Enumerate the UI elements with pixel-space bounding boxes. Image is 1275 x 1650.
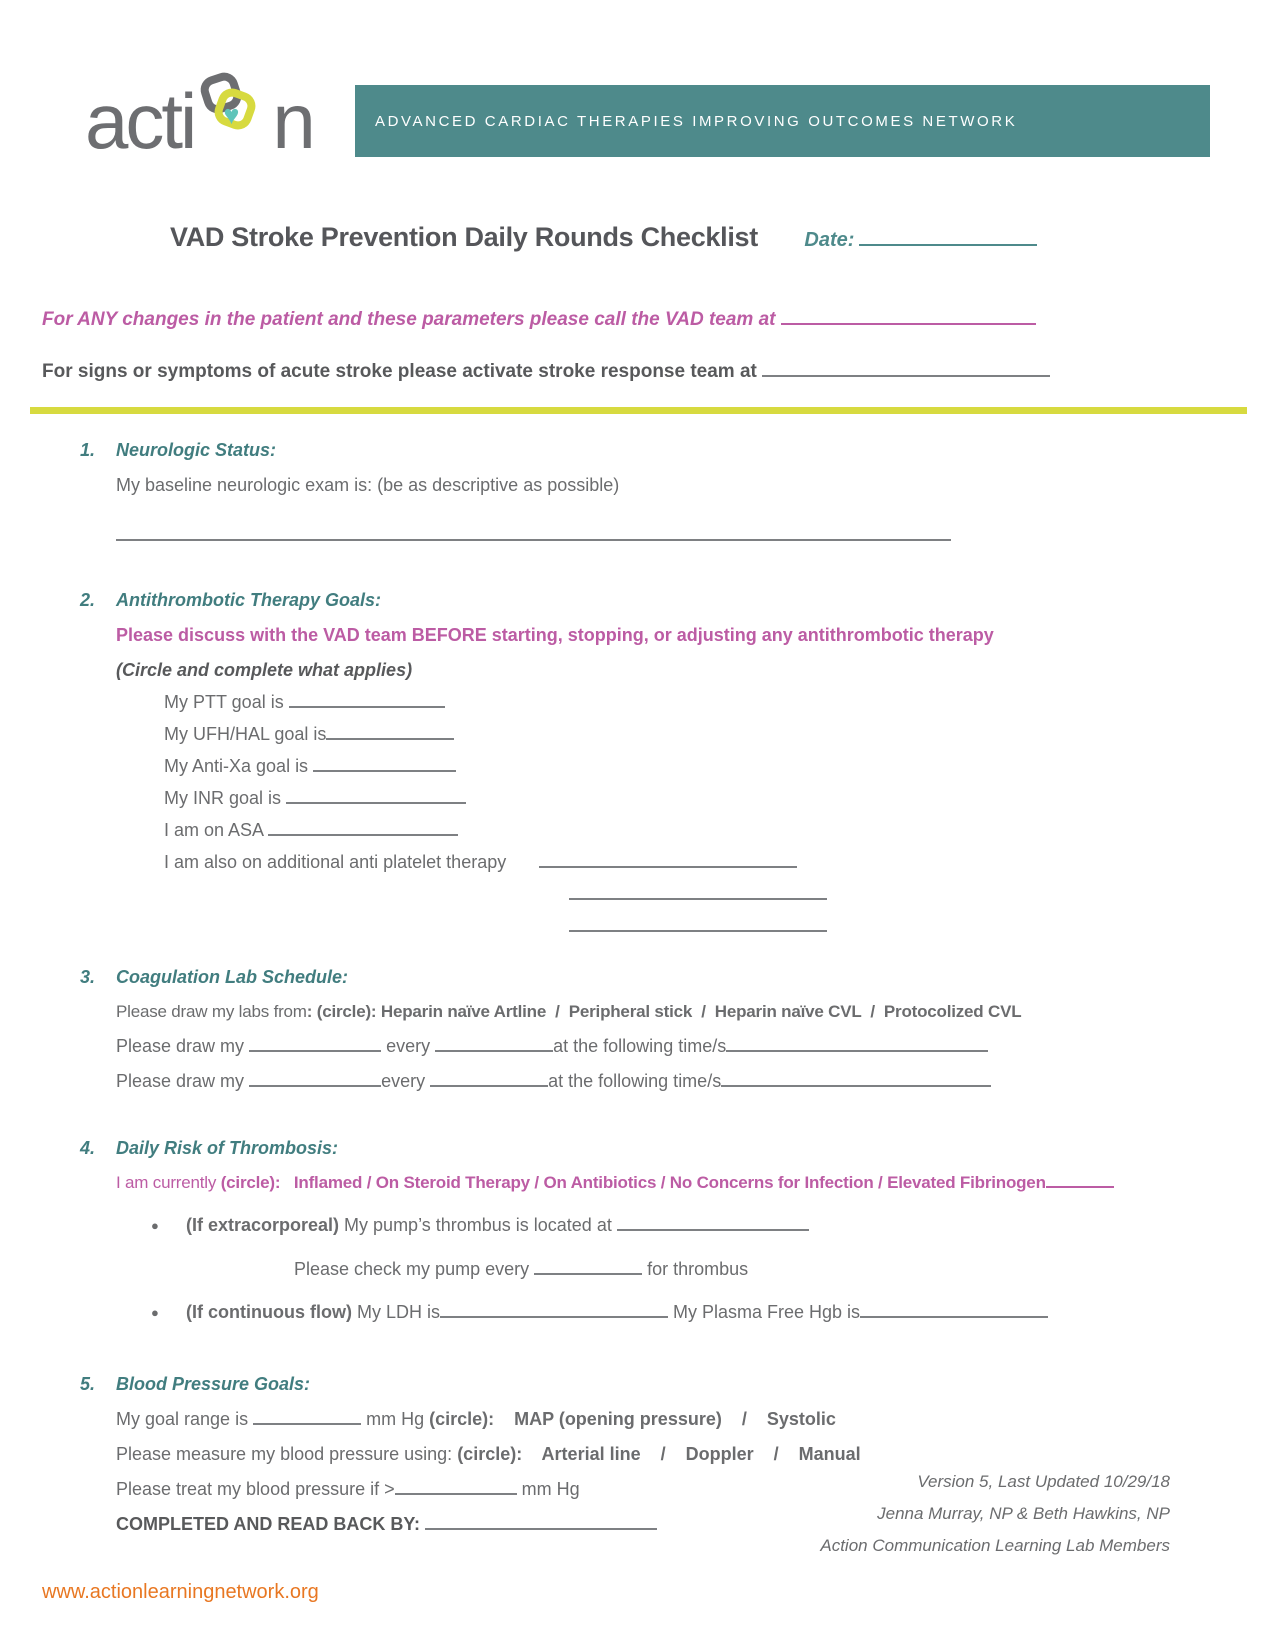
section-antithrombotic-goals: [80, 590, 1210, 937]
action-logo-heart-icon: [194, 84, 272, 148]
continuous-flow-row: [151, 1302, 1210, 1324]
draw-1-lab-blank: [249, 1049, 381, 1052]
extracorporeal-row: [151, 1215, 1210, 1237]
draw-2-time-label: at the following time/s: [548, 1071, 722, 1091]
draw-2-frequency-blank: [430, 1084, 548, 1087]
antiplatelet-blank-2: [569, 897, 827, 900]
treat-label: Please treat my blood pressure if >: [116, 1479, 395, 1499]
antixa-goal-label: My Anti-Xa goal is: [164, 756, 309, 776]
banner-text: ADVANCED CARDIAC THERAPIES IMPROVING OUTCOMES NETWORK: [375, 112, 1018, 130]
ptt-goal-row: [164, 692, 1210, 713]
antiplatelet-blank-3: [569, 929, 827, 932]
section-daily-risk-thrombosis: [80, 1138, 1210, 1324]
draw-1-frequency-blank: [435, 1049, 553, 1052]
goal-range-blank: [253, 1422, 361, 1425]
draw-1-prefix: Please draw my: [116, 1036, 245, 1056]
version-line: Version 5, Last Updated 10/29/18: [917, 1472, 1170, 1491]
baseline-exam-label: My baseline neurologic exam is: (be as descriptive as possible): [116, 475, 620, 495]
section-5-heading-row: [80, 1374, 1210, 1395]
page-header: [0, 0, 1275, 164]
ptt-goal-blank: [289, 705, 445, 708]
ufh-goal-blank: [326, 737, 454, 740]
members-line: Action Communication Learning Lab Members: [820, 1536, 1170, 1555]
circle-instruction: (Circle and complete what applies): [116, 660, 413, 680]
section-3-number: 3.: [80, 967, 96, 987]
fibrinogen-blank: [1046, 1185, 1114, 1188]
measure-options: Arterial line / Doppler / Manual: [522, 1444, 861, 1464]
page-title: VAD Stroke Prevention Daily Rounds Checklist: [170, 222, 758, 252]
section-3-heading-row: [80, 967, 1210, 988]
goal-range-row: [116, 1409, 1210, 1430]
ptt-goal-label: My PTT goal is: [164, 692, 284, 712]
measure-label: Please measure my blood pressure using:: [116, 1444, 458, 1464]
section-1-heading-row: [80, 440, 1210, 461]
check-pump-label: Please check my pump every: [294, 1259, 530, 1279]
treat-unit-label: mm Hg: [516, 1479, 580, 1499]
website-link[interactable]: www.actionlearningnetwork.org: [42, 1581, 319, 1603]
draw-2-prefix: Please draw my: [116, 1071, 245, 1091]
check-pump-row: [294, 1259, 1210, 1280]
section-neurologic-status: [80, 440, 1210, 546]
completed-blank: [425, 1527, 657, 1530]
for-thrombus-label: for thrombus: [647, 1259, 749, 1279]
logo-text-suffix: n: [272, 77, 313, 165]
baseline-exam-blank: [116, 538, 951, 541]
goal-range-label: My goal range is: [116, 1409, 249, 1429]
antixa-goal-row: [164, 756, 1210, 777]
stroke-team-alert: [42, 361, 1275, 383]
thrombosis-bullets: [151, 1215, 1210, 1324]
asa-blank: [268, 833, 458, 836]
antiplatelet-label: I am also on additional anti platelet therapy: [164, 852, 507, 872]
logo-text-prefix: acti: [85, 77, 195, 165]
draw-2-lab-blank: [249, 1084, 381, 1087]
banner: [355, 85, 1210, 157]
vad-team-warning: Please discuss with the VAD team BEFORE starting, stopping, or adjusting any antithrombotic therapy: [116, 625, 994, 645]
measure-circle-label: (circle):: [457, 1444, 523, 1464]
section-2-number: 2.: [80, 590, 96, 610]
section-2-heading: Antithrombotic Therapy Goals:: [116, 590, 382, 610]
stroke-team-phone-blank: [762, 374, 1050, 377]
section-1-number: 1.: [80, 440, 96, 460]
asa-label: I am on ASA: [164, 820, 264, 840]
draw-row-2: [116, 1071, 1210, 1092]
labs-from-options: : (circle): Heparin naïve Artline / Peripheral stick / Heparin naïve CVL / Protocolized CVL: [306, 1002, 1022, 1021]
inr-goal-blank: [286, 801, 466, 804]
infection-status-row: [116, 1173, 1210, 1193]
treat-blank: [395, 1492, 517, 1495]
currently-label: I am currently: [116, 1173, 221, 1192]
labs-from-label: Please draw my labs from: [116, 1002, 307, 1021]
measure-row: [116, 1444, 1210, 1465]
bullet-icon: ●: [151, 1305, 159, 1320]
extracorporeal-text: My pump’s thrombus is located at: [339, 1215, 612, 1235]
completed-label: COMPLETED AND READ BACK BY:: [116, 1514, 420, 1534]
labs-from-row: [116, 1002, 1210, 1022]
yellow-divider: [30, 407, 1247, 414]
draw-1-time-blank: [726, 1049, 988, 1052]
inr-goal-label: My INR goal is: [164, 788, 282, 808]
ldh-blank: [440, 1315, 668, 1318]
section-4-number: 4.: [80, 1138, 96, 1158]
plasma-label: My Plasma Free Hgb is: [667, 1302, 861, 1322]
version-info: [820, 1466, 1170, 1562]
section-5-heading: Blood Pressure Goals:: [116, 1374, 311, 1394]
section-2-heading-row: [80, 590, 1210, 611]
draw-1-every-label: every: [386, 1036, 431, 1056]
antixa-goal-blank: [313, 769, 456, 772]
ldh-label: My LDH is: [351, 1302, 440, 1322]
vad-team-phone-blank: [781, 322, 1036, 325]
goal-options: MAP (opening pressure) / Systolic: [494, 1409, 836, 1429]
section-3-heading: Coagulation Lab Schedule:: [116, 967, 349, 987]
draw-row-1: [116, 1036, 1210, 1057]
antiplatelet-blank-1: [539, 865, 797, 868]
asa-row: [164, 820, 1210, 841]
draw-2-time-blank: [721, 1084, 991, 1087]
bullet-icon: ●: [151, 1218, 159, 1233]
vad-team-alert-text: For ANY changes in the patient and these parameters please call the VAD team at: [42, 309, 776, 330]
section-4-heading: Daily Risk of Thrombosis:: [116, 1138, 339, 1158]
ufh-goal-label: My UFH/HAL goal is: [164, 724, 327, 744]
draw-2-every-label: every: [381, 1071, 426, 1091]
therapy-goal-items: [164, 692, 1210, 937]
continuous-flow-bold: (If continuous flow): [186, 1302, 352, 1322]
antiplatelet-row: [164, 852, 1210, 873]
vad-team-alert: [42, 309, 1275, 331]
plasma-blank: [860, 1315, 1048, 1318]
section-4-heading-row: [80, 1138, 1210, 1159]
circle-label: (circle):: [220, 1173, 294, 1192]
authors-line: Jenna Murray, NP & Beth Hawkins, NP: [877, 1504, 1170, 1523]
check-pump-blank: [534, 1272, 642, 1275]
thrombus-location-blank: [617, 1228, 809, 1231]
extracorporeal-bold: (If extracorporeal): [186, 1215, 340, 1235]
goal-unit-label: mm Hg: [361, 1409, 430, 1429]
stroke-team-alert-text: For signs or symptoms of acute stroke please activate stroke response team at: [42, 361, 757, 382]
goal-circle-label: (circle):: [429, 1409, 495, 1429]
heart-icon: ♥: [223, 100, 240, 130]
inr-goal-row: [164, 788, 1210, 809]
draw-1-time-label: at the following time/s: [553, 1036, 727, 1056]
section-coagulation-lab-schedule: [80, 967, 1210, 1092]
title-row: [170, 222, 1275, 253]
date-blank: [859, 243, 1037, 246]
ufh-goal-row: [164, 724, 1210, 745]
infection-options: Inflamed / On Steroid Therapy / On Antibiotics / No Concerns for Infection / Elevated Fibrinogen: [293, 1173, 1046, 1192]
section-5-number: 5.: [80, 1374, 96, 1394]
date-label: Date:: [804, 229, 855, 251]
action-logo: [85, 78, 355, 164]
section-1-heading: Neurologic Status:: [116, 440, 277, 460]
checklist-sections: [80, 440, 1210, 1535]
